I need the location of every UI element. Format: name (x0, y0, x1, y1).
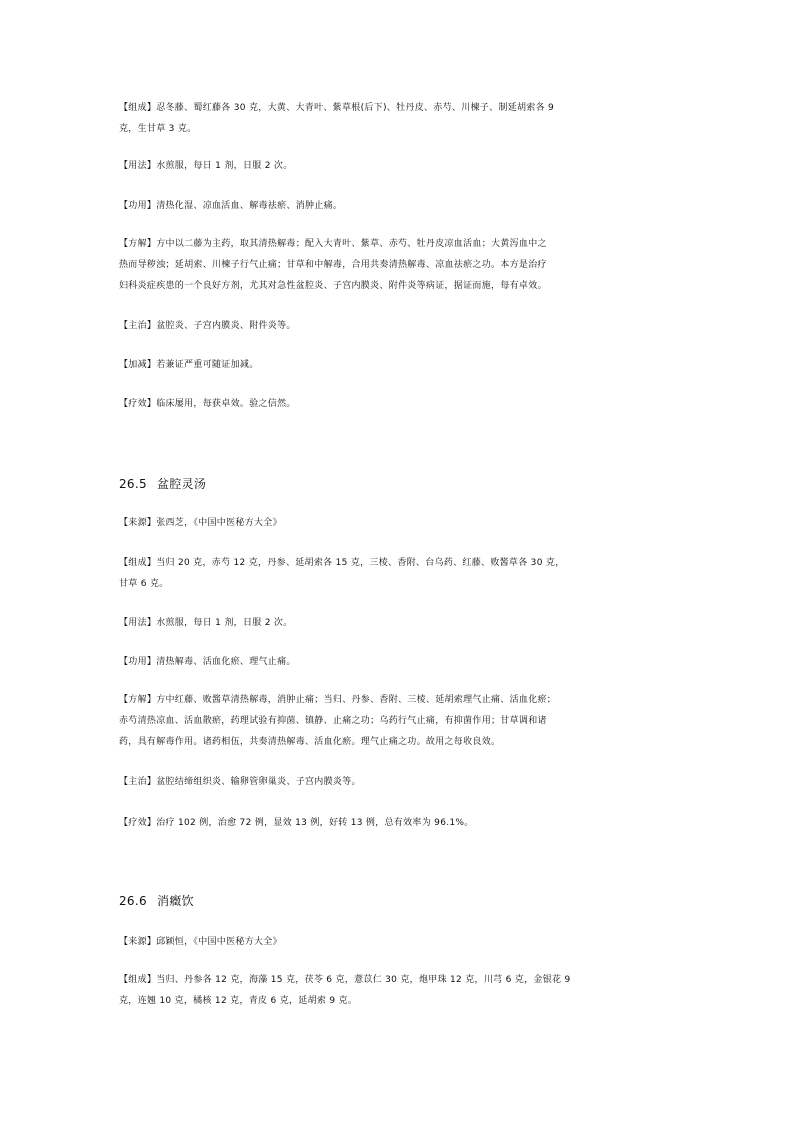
text-line: 克，连翘 10 克，橘核 12 克，青皮 6 克，延胡索 9 克。 (119, 996, 358, 1006)
usage-paragraph (119, 613, 679, 634)
text-line: 【方解】方中以二藤为主药，取其清热解毒；配入大青叶、紫草、赤芍、牡丹皮凉血活血；大黄泻血中之 (119, 239, 547, 249)
efficacy-paragraph (119, 394, 679, 415)
explanation-paragraph (119, 234, 679, 297)
text-line: 【功用】清热化湿、凉血活血、解毒祛瘀、消肿止痛。 (119, 201, 343, 211)
text-line: 【组成】当归 20 克，赤芍 12 克，丹参、延胡索各 15 克，三棱、香附、台乌药、红藤、败酱草各 30 克， (119, 558, 565, 568)
composition-paragraph (119, 553, 679, 595)
text-line: 【方解】方中红藤、败酱草清热解毒，消肿止痛；当归、丹参、香附、三棱、延胡索理气止痛、活血化瘀； (119, 695, 557, 705)
text-line: 药，具有解毒作用。诸药相伍，共奏清热解毒、活血化瘀。理气止痛之功。故用之每收良效。 (119, 737, 501, 747)
text-line: 热而导秽浊；延胡索、川楝子行气止痛；甘草和中解毒，合用共奏清热解毒、凉血祛瘀之功。本方是治疗 (119, 260, 547, 270)
text-line: 赤芍清热凉血、活血散瘀，药理试验有抑菌、镇静、止痛之功；乌药行气止痛，有抑菌作用；甘草调和诸 (119, 716, 547, 726)
text-line: 【加减】若兼证严重可随证加减。 (119, 360, 259, 370)
section-heading (119, 474, 679, 495)
modification-paragraph (119, 355, 679, 376)
section-number: 26.6 (119, 894, 147, 908)
text-line: 【疗效】治疗 102 例，治愈 72 例，显效 13 例，好转 13 例，总有效率为 96.1%。 (119, 818, 474, 828)
text-line: 【主治】盆腔炎、子宫内膜炎、附件炎等。 (119, 321, 296, 331)
usage-paragraph (119, 156, 679, 177)
source-paragraph (119, 513, 679, 534)
indication-paragraph (119, 316, 679, 337)
text-line: 【功用】清热解毒、活血化瘀、理气止痛。 (119, 657, 296, 667)
text-line: 【组成】忍冬藤、蜀红藤各 30 克，大黄、大青叶、紫草根(后下)、牡丹皮、赤芍、川楝子、制延胡索各 9 (119, 103, 555, 113)
text-line: 甘草 6 克。 (119, 579, 169, 589)
text-line: 【用法】水煎服，每日 1 剂，日服 2 次。 (119, 618, 293, 628)
effect-paragraph (119, 652, 679, 673)
text-line: 【主治】盆腔结缔组织炎、输卵管卵巢炎、子宫内膜炎等。 (119, 777, 361, 787)
text-line: 【来源】邱颖恒，《中国中医秘方大全》 (119, 937, 282, 947)
section-heading (119, 891, 679, 912)
section-title: 盆腔灵汤 (157, 477, 207, 491)
composition-paragraph (119, 970, 679, 1012)
effect-paragraph (119, 196, 679, 217)
indication-paragraph (119, 772, 679, 793)
text-line: 【来源】张西芝，《中国中医秘方大全》 (119, 518, 282, 528)
text-line: 【组成】当归、丹参各 12 克，海藻 15 克，茯苓 6 克，薏苡仁 30 克，炮甲珠 12 克，川芎 6 克，金银花 9 (119, 975, 571, 985)
source-paragraph (119, 932, 679, 953)
text-line: 【疗效】临床屡用，每获卓效。验之信然。 (119, 399, 296, 409)
composition-paragraph (119, 98, 679, 140)
section-title: 消癥饮 (157, 894, 194, 908)
text-line: 【用法】水煎服，每日 1 剂，日服 2 次。 (119, 161, 293, 171)
efficacy-paragraph (119, 813, 679, 834)
explanation-paragraph (119, 690, 679, 753)
text-line: 妇科炎症疾患的一个良好方剂，尤其对急性盆腔炎、子宫内膜炎、附件炎等病证，据证而施，每有卓效。 (119, 281, 547, 291)
section-number: 26.5 (119, 477, 147, 491)
text-line: 克，生甘草 3 克。 (119, 124, 197, 134)
